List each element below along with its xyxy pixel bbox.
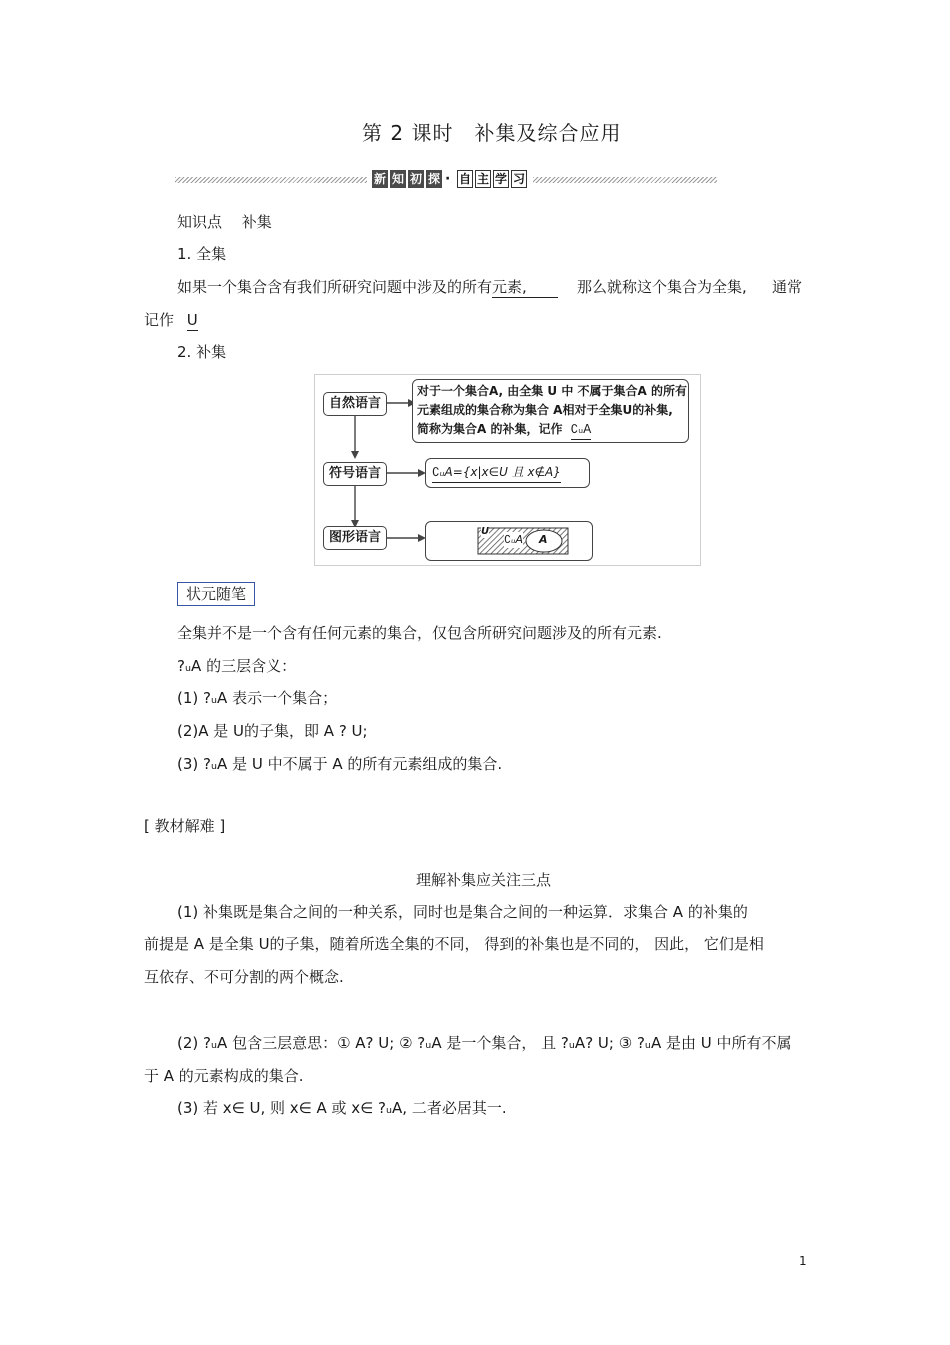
graph-language-box [425,521,593,561]
analysis-line: (2) ?ᵤA 包含三层意思：① A? U; ② ?ᵤA 是一个集合， 且 ?ᵤA? U; ③ ?ᵤA 是由 U 中所有不属 [177,1034,792,1052]
natural-text-line: 对于一个集合A, 由全集 U 中 不属于集合A 的所有 [417,384,687,398]
banner-hatch-right [533,177,717,183]
section-heading: 1. 全集 [177,245,227,263]
banner-char: 自 [458,172,471,186]
fill-blank: 元素, [492,277,558,298]
analysis-title: 理解补集应关注三点 [416,871,552,889]
paragraph-text [177,277,558,298]
banner-hatch-left [175,177,367,183]
banner-char: 主 [476,172,489,186]
paragraph-text: 通常 [772,278,803,296]
text-span: 简称为集合A 的补集，记作 [417,422,563,436]
note-line: (2)A 是 U的子集，即 A ? U; [177,722,368,740]
banner-char: 初 [409,172,422,186]
label-symbol-language: 符号语言 [323,462,387,486]
section-banner [175,160,717,198]
text-span: 记作 [144,311,175,329]
page-number: 1 [799,1254,807,1268]
analysis-line: 前提是 A 是全集 U的子集，随着所选全集的不同， 得到的补集也是不同的， 因此， 它们是相 [144,935,764,953]
note-line: (1) ?ᵤA 表示一个集合； [177,689,338,707]
symbol-language-box [425,458,590,488]
symbol-formula: ∁ᵤA={x|x∈U 且 x∉A} [432,463,561,483]
banner-char: 习 [512,172,525,186]
note-line: 全集并不是一个含有任何元素的集合，仅包含所研究问题涉及的所有元素. [177,624,662,642]
note-badge: 状元随笔 [177,582,255,606]
banner-char: 学 [494,172,507,186]
section-heading: 2. 补集 [177,343,227,361]
textbook-heading: [ 教材解难 ] [144,817,226,835]
banner-char: 探 [427,172,440,186]
note-line: ?ᵤA 的三层含义： [177,657,297,675]
complement-diagram [314,374,701,566]
text-span: 如果一个集合含有我们所研究问题中涉及的所有 [177,278,493,296]
knowledge-point-heading: 知识点 补集 [177,213,272,231]
natural-text-line: 元素组成的集合称为集合 A相对于全集U的补集, [417,403,673,417]
label-graph-language: 图形语言 [323,526,387,550]
fill-blank: U [186,311,198,329]
label-natural-language: 自然语言 [323,392,387,416]
paragraph-text [144,310,198,331]
analysis-line: 于 A 的元素构成的集合. [144,1067,304,1085]
banner-char: 新 [373,172,386,186]
note-line: (3) ?ᵤA 是 U 中不属于 A 的所有元素组成的集合. [177,755,503,773]
analysis-line: (3) 若 x∈ U, 则 x∈ A 或 x∈ ?ᵤA, 二者必居其一. [177,1099,507,1117]
banner-dot: · [445,171,451,187]
banner-char: 知 [391,172,404,186]
page-title: 第 2 课时 补集及综合应用 [362,121,622,145]
natural-language-box [412,379,689,443]
fill-blank: ∁ᵤA [571,420,592,440]
paragraph-text: 那么就称这个集合为全集, [577,278,747,296]
venn-a-label: A [539,533,548,546]
natural-text-line [417,420,591,440]
venn-u-label: U [481,526,490,537]
analysis-line: (1) 补集既是集合之间的一种关系，同时也是集合之间的一种运算．求集合 A 的补集的 [177,903,748,921]
analysis-line: 互依存、不可分割的两个概念. [144,968,344,986]
venn-complement-label: ∁ᵤA [504,533,523,546]
